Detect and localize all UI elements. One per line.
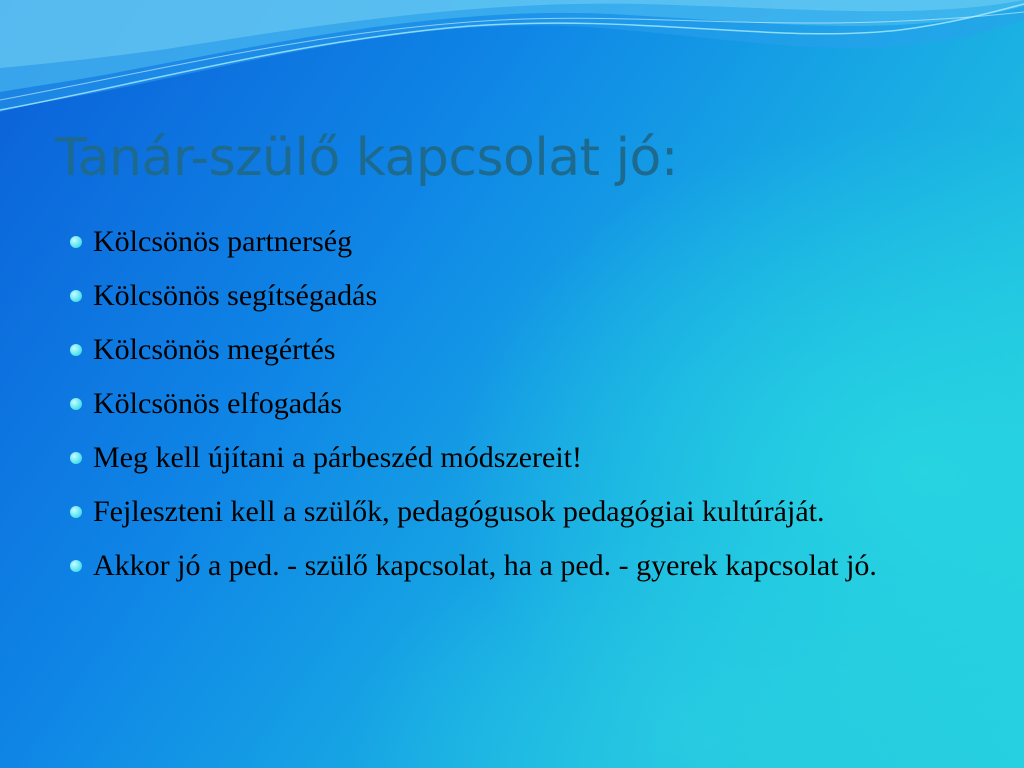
list-item-text: Kölcsönös megértés: [93, 333, 336, 366]
list-item: [68, 222, 968, 262]
list-item-text: Kölcsönös partnerség: [93, 225, 353, 258]
bullet-list: [68, 222, 968, 600]
list-item-text: Akkor jó a ped. - szülő kapcsolat, ha a ped. - gyerek kapcsolat jó.: [93, 549, 877, 582]
list-item: [68, 438, 968, 478]
list-item-text: Fejleszteni kell a szülők, pedagógusok pedagógiai kultúráját.: [93, 495, 825, 528]
list-item: [68, 276, 968, 316]
list-item: [68, 384, 968, 424]
round-bullet-icon: [70, 290, 82, 302]
round-bullet-icon: [70, 344, 82, 356]
round-bullet-icon: [70, 560, 82, 572]
list-item: [68, 330, 968, 370]
list-item-text: Kölcsönös elfogadás: [93, 387, 343, 420]
list-item-text: Kölcsönös segítségadás: [93, 279, 378, 312]
round-bullet-icon: [70, 236, 82, 248]
list-item: [68, 492, 968, 532]
list-item: [68, 546, 968, 586]
round-bullet-icon: [70, 506, 82, 518]
round-bullet-icon: [70, 398, 82, 410]
round-bullet-icon: [70, 452, 82, 464]
list-item-text: Meg kell újítani a párbeszéd módszereit!: [93, 441, 582, 474]
slide-title: Tanár-szülő kapcsolat jó:: [55, 128, 678, 188]
wave-decoration: [0, 0, 1024, 140]
